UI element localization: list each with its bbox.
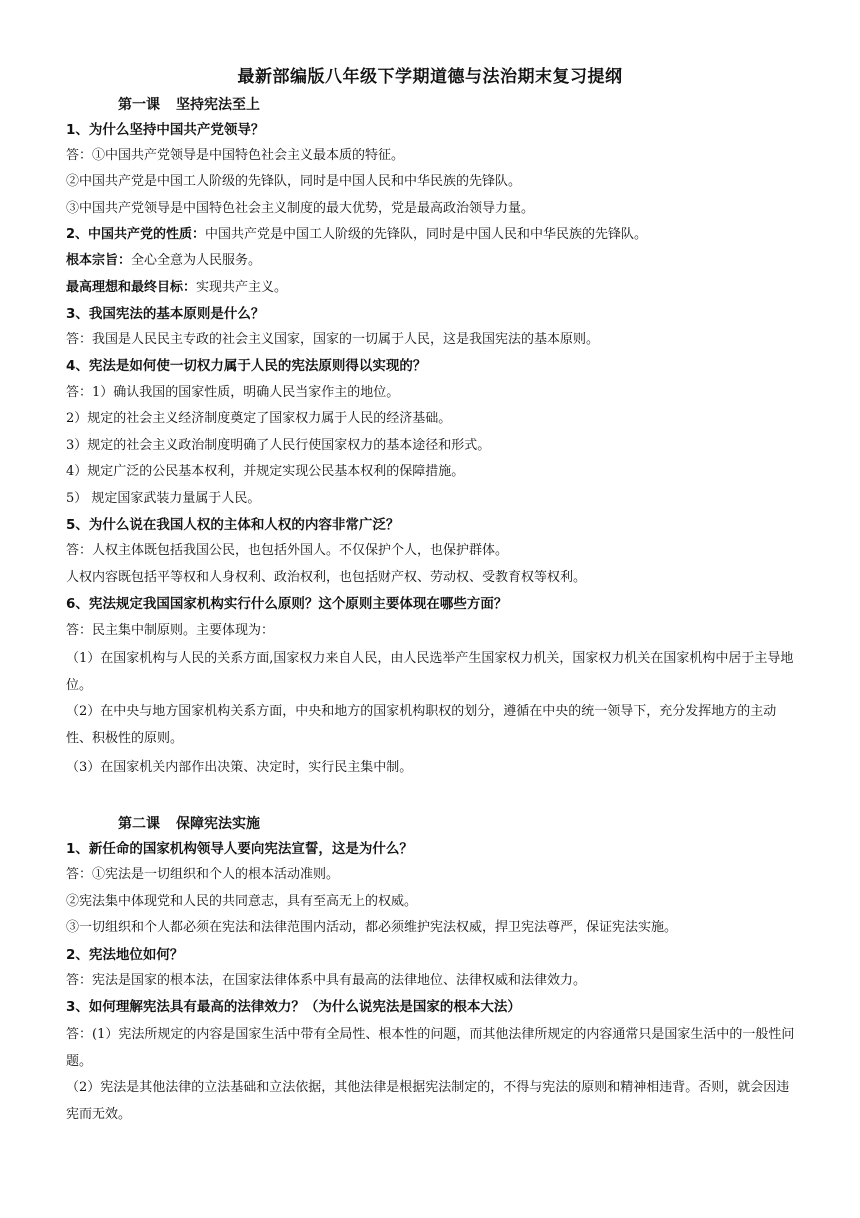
answer-1-4-b: 2）规定的社会主义经济制度奠定了国家权力属于人民的经济基础。	[66, 411, 452, 426]
question-2-2: 2、宪法地位如何？	[66, 947, 184, 963]
answer-1-6-b: （2）在中央与地方国家机构关系方面，中央和地方的国家机构职权的划分，遵循在中央的统一领导下，充分发挥地方的主动性、积极性的原则。	[66, 704, 777, 746]
answer-1-3: 答：我国是人民民主专政的社会主义国家，国家的一切属于人民，这是我国宪法的基本原则。	[66, 332, 600, 347]
answer-2-3-a: 答：(1）宪法所规定的内容是国家生活中带有全局性、根本性的问题，而其他法律所规定的内容通常只是国家生活中的一般性问题。	[66, 1027, 795, 1069]
answer-2-1-b: ②宪法集中体现党和人民的共同意志，具有至高无上的权威。	[66, 894, 418, 909]
answer-1-4-c: 3）规定的社会主义政治制度明确了人民行使国家权力的基本途径和形式。	[66, 438, 491, 453]
answer-1-5-b: 人权内容既包括平等权和人身权利、政治权利，也包括财产权、劳动权、受教育权等权利。	[66, 570, 587, 585]
lesson-2-number: 第二课	[118, 816, 160, 832]
ultimate-goal	[66, 278, 796, 298]
question-2-1: 1、新任命的国家机构领导人要向宪法宣誓，这是为什么？	[66, 841, 413, 857]
answer-2-2: 答：宪法是国家的根本法，在国家法律体系中具有最高的法律地位、法律权威和法律效力。	[66, 973, 587, 988]
question-1-2-text: 中国共产党是中国工人阶级的先锋队，同时是中国人民和中华民族的先锋队。	[205, 227, 648, 242]
answer-2-1-a: 答：①宪法是一切组织和个人的根本活动准则。	[66, 867, 340, 882]
question-1-2	[66, 225, 796, 245]
answer-1-4-a: 答：1）确认我国的国家性质，明确人民当家作主的地位。	[66, 385, 400, 400]
ultimate-goal-text: 实现共产主义。	[196, 280, 288, 295]
question-1-3: 3、我国宪法的基本原则是什么？	[66, 306, 265, 322]
answer-1-5-a: 答：人权主体既包括我国公民，也包括外国人。不仅保护个人，也保护群体。	[66, 543, 509, 558]
answer-1-4-e: 5） 规定国家武装力量属于人民。	[66, 491, 261, 506]
answer-2-1-c: ③一切组织和个人都必须在宪法和法律范围内活动，都必须维护宪法权威，捍卫宪法尊严，保证宪法实施。	[66, 920, 678, 935]
answer-2-3-b: （2）宪法是其他法律的立法基础和立法依据，其他法律是根据宪法制定的，不得与宪法的原则和精神相违背。否则，就会因违宪而无效。	[66, 1080, 790, 1122]
document-title: 最新部编版八年级下学期道德与法治期末复习提纲	[237, 67, 623, 87]
answer-1-6-c: （3）在国家机关内部作出决策、决定时，实行民主集中制。	[66, 760, 413, 775]
question-1-4: 4、宪法是如何使一切权力属于人民的宪法原则得以实现的？	[66, 358, 427, 374]
question-2-3: 3、如何理解宪法具有最高的法律效力？（为什么说宪法是国家的根本大法）	[66, 999, 521, 1015]
question-1-6: 6、宪法规定我国国家机构实行什么原则？这个原则主要体现在哪些方面？	[66, 596, 508, 612]
answer-1-1-a: 答：①中国共产党领导是中国特色社会主义最本质的特征。	[66, 148, 405, 163]
lesson-1-name: 坚持宪法至上	[176, 97, 260, 113]
question-1-2-label: 2、中国共产党的性质：	[66, 227, 206, 242]
answer-1-4-d: 4）规定广泛的公民基本权利，并规定实现公民基本权利的保障措施。	[66, 464, 465, 479]
lesson-1-number: 第一课	[118, 97, 160, 113]
question-1-5: 5、为什么说在我国人权的主体和人权的内容非常广泛？	[66, 517, 400, 533]
lesson-2-name: 保障宪法实施	[176, 816, 260, 832]
question-1-1: 1、为什么坚持中国共产党领导？	[66, 122, 265, 138]
fundamental-purpose-text: 全心全意为人民服务。	[131, 253, 262, 268]
ultimate-goal-label: 最高理想和最终目标：	[66, 280, 197, 295]
lesson-2-heading	[118, 813, 260, 833]
fundamental-purpose	[66, 251, 796, 271]
lesson-1-heading	[118, 94, 260, 114]
answer-1-6-intro: 答：民主集中制原则。主要体现为：	[66, 623, 275, 638]
fundamental-purpose-label: 根本宗旨：	[66, 253, 132, 268]
answer-1-6-a: （1）在国家机构与人民的关系方面,国家权力来自人民，由人民选举产生国家权力机关，国家权力机关在国家机构中居于主导地位。	[66, 651, 794, 693]
answer-1-1-b: ②中国共产党是中国工人阶级的先锋队，同时是中国人民和中华民族的先锋队。	[66, 174, 522, 189]
answer-1-1-c: ③中国共产党领导是中国特色社会主义制度的最大优势，党是最高政治领导力量。	[66, 201, 535, 216]
